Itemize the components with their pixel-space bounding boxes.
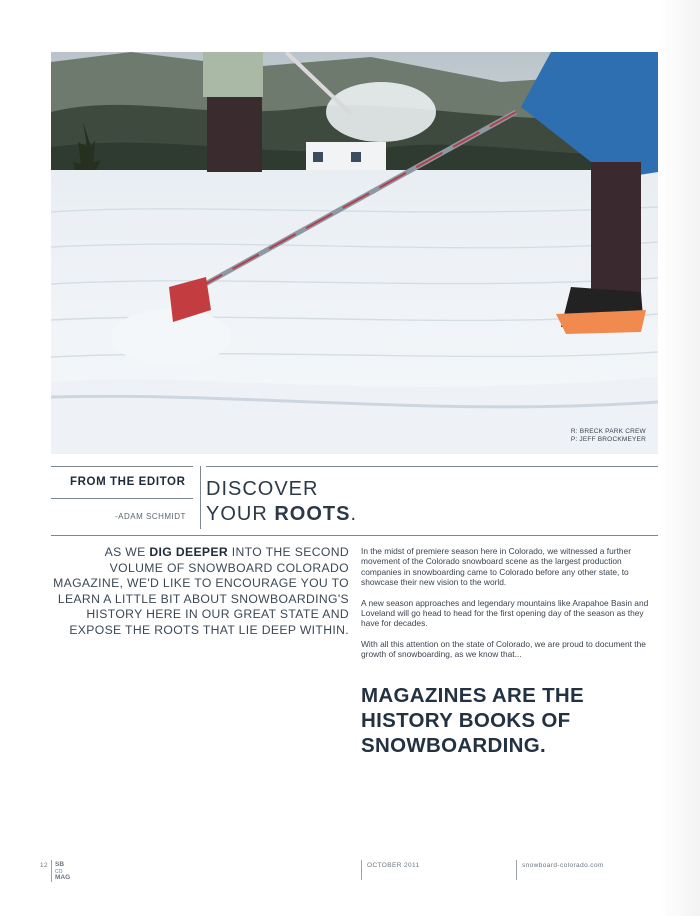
logo-line2: CO [55,868,63,875]
lead-rest: INTO THE SECOND VOLUME OF SNOWBOARD COLORADO MAGAZINE, WE'D LIKE TO ENCOURAGE YOU TO LEARN A LITTLE BIT ABOUT SNOWBOARDING'S HISTORY HERE IN OUR GREAT STATE AND EXPOSE THE ROOTS THAT LIE DEEP WITHIN. [53,545,349,637]
footer-divider-2 [361,860,362,880]
lead-paragraph [50,545,349,639]
photo-credits [571,428,646,444]
author-byline: -ADAM SCHMIDT [115,512,186,521]
page-number: 12 [40,862,49,869]
snow-shoveling-illustration [51,52,658,454]
pull-quote-line3: SNOWBOARDING. [361,734,546,757]
editor-mid-rule [51,498,193,499]
lead-highlight: DIG DEEPER [149,545,229,559]
headline-line2 [206,502,357,527]
pull-quote [361,683,661,758]
magazine-logo [55,862,70,882]
logo-line1: SB [55,861,65,868]
footer-divider-1 [51,860,52,882]
issue-date: OCTOBER 2011 [367,862,420,869]
photographer-credit: P: JEFF BROCKMEYER [570,436,646,443]
headline-line1: DISCOVER [206,478,319,500]
body-paragraph-1: In the midst of premiere season here in Colorado, we witnessed a further movement of the Colorado snowboard scene as the largest production companies in snowboarding came to Colorado before any other state, to showcase their new vision to the world. [361,546,631,588]
headline-bold-word: ROOTS [274,503,351,525]
article-headline [206,477,357,527]
editor-top-rule-right [206,466,658,467]
pull-quote-line1: MAGAZINES ARE THE [361,684,585,707]
section-label: FROM THE EDITOR [70,476,186,488]
footer-divider-3 [516,860,517,880]
pull-quote-line2: HISTORY BOOKS OF [361,709,571,732]
website-url: snowboard-colorado.com [522,862,604,869]
lead-prefix: AS WE [104,545,150,559]
hero-photo [51,52,658,454]
logo-line3: MAG [55,874,71,881]
headline-suffix: . [350,503,358,525]
page-edge-shadow [660,0,700,916]
body-paragraph-2: A new season approaches and legendary mountains like Arapahoe Basin and Loveland will go head to head for the first opening day of the season as they have for decades. [361,597,649,629]
headline-prefix: YOUR [206,503,275,525]
editor-bottom-rule [51,535,658,536]
editor-vertical-rule [200,466,201,529]
rider-credit: R: BRECK PARK CREW [570,428,646,435]
editor-top-rule-left [51,466,193,467]
body-paragraph-3: With all this attention on the state of Colorado, we are proud to document the growth of snowboarding, as we know that... [361,638,646,660]
body-copy [361,546,657,670]
